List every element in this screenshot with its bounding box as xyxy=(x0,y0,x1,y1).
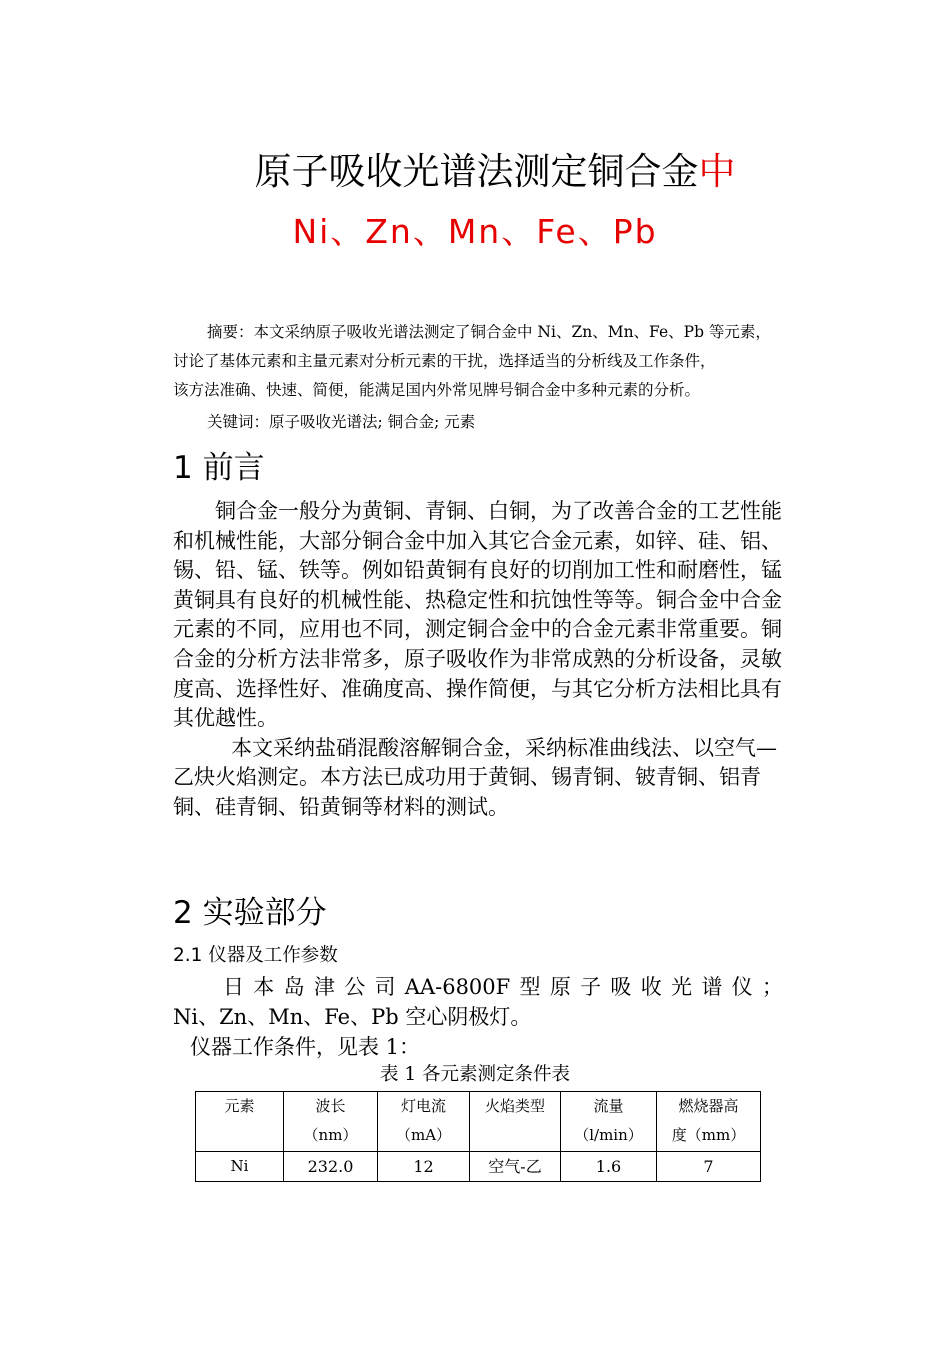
work-conditions-text: 仪器工作条件，见表 1： xyxy=(190,1035,421,1059)
instrument-word: ； xyxy=(761,975,783,999)
instrument-word: 收 xyxy=(640,975,662,999)
abstract-line-2: 讨论了基体元素和主量元素对分析元素的干扰，选择适当的分析线及工作条件， xyxy=(173,352,716,370)
instrument-word: 公 xyxy=(344,975,366,999)
header-element: 元素 xyxy=(196,1092,284,1152)
title-main: 原子吸收光谱法测定铜合金 xyxy=(254,150,699,193)
instrument-word: 仪 xyxy=(731,975,753,999)
instrument-word: 型 xyxy=(519,975,541,999)
instrument-word: 司 xyxy=(374,975,396,999)
conditions-table xyxy=(195,1091,761,1182)
header-flow: 流量 （l/min） xyxy=(561,1092,657,1152)
instrument-line-1 xyxy=(173,972,783,1002)
table-caption: 表 1 各元素测定条件表 xyxy=(379,1064,571,1085)
instrument-word: 日 xyxy=(223,975,244,999)
instrument-word: 光 xyxy=(671,975,693,999)
section-2-heading: 2 实验部分 xyxy=(173,895,327,931)
table-cell: 7 xyxy=(657,1152,761,1182)
header-wavelength: 波长 （nm） xyxy=(284,1092,378,1152)
section-1-paragraph-2: 本文采纳盐硝混酸溶解铜合金，采纳标准曲线法、以空气—乙炔火焰测定。本方法已成功用于黄铜、锡青铜、铍青铜、铝青铜、硅青铜、铅黄铜等材料的测试。 xyxy=(173,735,777,819)
instrument-word: 子 xyxy=(580,975,602,999)
instrument-word: 吸 xyxy=(610,975,632,999)
instrument-word: 原 xyxy=(549,975,571,999)
title-line-2: Ni、Zn、Mn、Fe、Pb xyxy=(292,212,658,251)
header-burner-height: 燃烧器高 度（mm） xyxy=(657,1092,761,1152)
header-flame-type: 火焰类型 xyxy=(470,1092,561,1152)
section-1-heading: 1 前言 xyxy=(173,450,265,486)
instrument-word: 津 xyxy=(313,975,335,999)
table-cell: 232.0 xyxy=(284,1152,378,1182)
instrument-word: 谱 xyxy=(701,975,723,999)
header-lamp-current: 灯电流 （mA） xyxy=(378,1092,470,1152)
table-cell: 空气-乙 xyxy=(470,1152,561,1182)
abstract-line-1: 摘要：本文采纳原子吸收光谱法测定了铜合金中 Ni、Zn、Mn、Fe、Pb 等元素， xyxy=(207,323,771,341)
keywords: 关键词：原子吸收光谱法; 铜合金; 元素 xyxy=(207,413,476,431)
table-cell: 1.6 xyxy=(561,1152,657,1182)
table-cell: Ni xyxy=(196,1152,284,1182)
instrument-line-2: Ni、Zn、Mn、Fe、Pb 空心阴极灯。 xyxy=(173,1005,532,1029)
title-red-char: 中 xyxy=(698,150,736,193)
table-cell: 12 xyxy=(378,1152,470,1182)
table-header-row xyxy=(196,1092,761,1152)
instrument-word: AA-6800F xyxy=(404,975,511,999)
instrument-paragraph xyxy=(173,972,783,1032)
instrument-word: 岛 xyxy=(283,975,305,999)
subsection-2-1-heading: 2.1 仪器及工作参数 xyxy=(173,945,338,966)
table-row xyxy=(196,1152,761,1182)
abstract-line-3: 该方法准确、快速、简便，能满足国内外常见牌号铜合金中多种元素的分析。 xyxy=(173,381,701,399)
section-1-paragraph-1: 铜合金一般分为黄铜、青铜、白铜，为了改善合金的工艺性能和机械性能，大部分铜合金中加入其它合金元素，如锌、硅、铝、锡、铅、锰、铁等。例如铅黄铜有良好的切削加工性和耐磨性，锰黄铜具有良好的机械性能、热稳定性和抗蚀性等等。铜合金中合金元素的不同，应用也不同，测定铜合金中的合金元素非常重要。铜合金的分析方法非常多，原子吸收作为非常成熟的分析设备，灵敏度高、选择性好、准确度高、操作简便，与其它分析方法相比具有其优越性。 xyxy=(173,499,782,731)
instrument-word: 本 xyxy=(253,975,275,999)
title-line-1 xyxy=(0,148,950,196)
section-1-body xyxy=(173,497,783,823)
